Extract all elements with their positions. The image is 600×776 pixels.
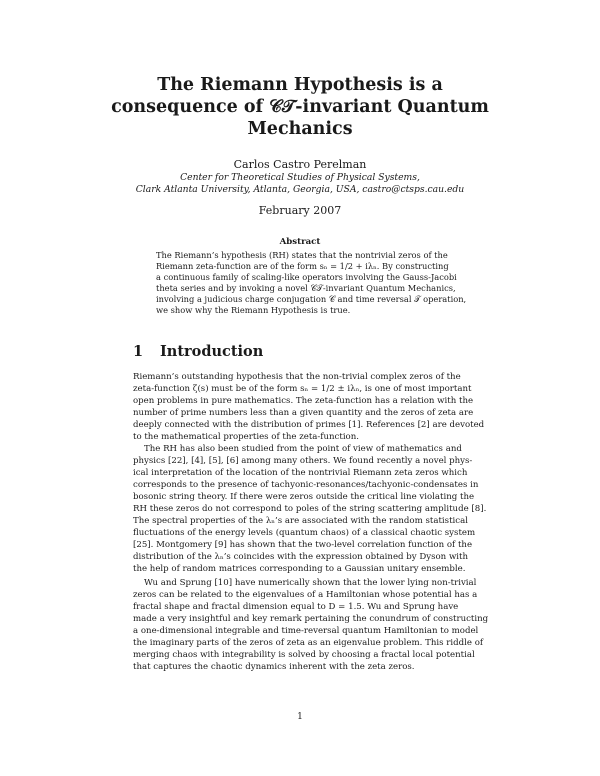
abstract-line: theta series and by invoking a novel 𝒞𝒯-invariant Quantum Mechanics, — [156, 283, 456, 293]
abstract-line: Riemann zeta-function are of the form sₙ = 1/2 + iλₙ. By constructing — [156, 261, 449, 271]
paragraph-3-line: a one-dimensional integrable and time-reversal quantum Hamiltonian to model — [133, 626, 479, 636]
paragraph-2-line: corresponds to the presence of tachyonic-resonances/tachyonic-condensates in — [133, 480, 479, 490]
abstract-line: a continuous family of scaling-like operators involving the Gauss-Jacobi — [156, 272, 457, 282]
paragraph-1-line: zeta-function ζ(s) must be of the form sₙ = 1/2 ± iλₙ, is one of most important — [133, 384, 472, 394]
paragraph-1-line: open problems in pure mathematics. The zeta-function has a relation with the — [133, 396, 474, 406]
paragraph-1-line: to the mathematical properties of the zeta-function. — [133, 432, 360, 442]
paragraph-3-line: merging chaos with integrability is solved by choosing a fractal local potential — [133, 650, 475, 660]
affiliation-line-2: Clark Atlanta University, Atlanta, Georgia, USA, castro@ctsps.cau.edu — [135, 184, 465, 195]
author-name: Carlos Castro Perelman — [233, 158, 367, 171]
section-heading — [133, 343, 263, 360]
paragraph-3-line: zeros can be related to the eigenvalues of a Hamiltonian whose potential has a — [133, 590, 478, 600]
paragraph-2-line: fluctuations of the energy levels (quantum chaos) of a classical chaotic system — [133, 528, 476, 538]
paragraph-2-line: [25]. Montgomery [9] has shown that the two-level correlation function of the — [133, 540, 473, 550]
paragraph-3-line: that captures the chaotic dynamics inherent with the zeta zeros. — [133, 662, 415, 672]
title-line-2: consequence of 𝒞𝒯-invariant Quantum — [111, 97, 489, 117]
title-line-3: Mechanics — [247, 119, 353, 139]
paragraph-2-line: physics [22], [4], [5], [6] among many others. We found recently a novel phys- — [133, 456, 473, 466]
paragraph-2-line: distribution of the λₙ’s coincides with the expression obtained by Dyson with — [133, 552, 469, 562]
paragraph-3-line: made a very insightful and key remark pertaining the conundrum of constructing — [133, 614, 489, 624]
paragraph-2-line: ical interpretation of the location of the nontrivial Riemann zeta zeros which — [133, 468, 468, 478]
title-line-1: The Riemann Hypothesis is a — [157, 75, 443, 95]
abstract-line: involving a judicious charge conjugation 𝒞 and time reversal 𝒯 operation, — [156, 294, 467, 304]
paragraph-3-line: the imaginary parts of the zeros of zeta as an eigenvalue problem. This riddle of — [133, 638, 484, 648]
paragraph-3-line: Wu and Sprung [10] have numerically shown that the lower lying non-trivial — [144, 578, 477, 588]
paragraph-1-line: deeply connected with the distribution of primes [1]. References [2] are devoted — [133, 420, 485, 430]
abstract-line: The Riemann’s hypothesis (RH) states that the nontrivial zeros of the — [156, 250, 448, 260]
paragraph-1-line: Riemann’s outstanding hypothesis that the non-trivial complex zeros of the — [133, 372, 461, 382]
paragraph-3-line: fractal shape and fractal dimension equal to D = 1.5. Wu and Sprung have — [133, 602, 459, 612]
section-number: 1 — [133, 343, 144, 360]
page-number: 1 — [297, 712, 303, 722]
paragraph-2-line: bosonic string theory. If there were zeros outside the critical line violating the — [133, 492, 475, 502]
paragraph-2-line: the help of random matrices corresponding to a Gaussian unitary ensemble. — [133, 564, 466, 574]
abstract-line: we show why the Riemann Hypothesis is true. — [156, 305, 351, 315]
section-title: Introduction — [160, 343, 264, 360]
paragraph-1-line: number of prime numbers less than a given quantity and the zeros of zeta are — [133, 408, 474, 418]
affiliation-line-1: Center for Theoretical Studies of Physical Systems, — [180, 172, 420, 183]
paragraph-2-line: The RH has also been studied from the point of view of mathematics and — [144, 444, 462, 454]
abstract-heading: Abstract — [279, 237, 321, 247]
paragraph-2-line: The spectral properties of the λₙ’s are associated with the random statistical — [133, 516, 468, 526]
paragraph-2-line: RH these zeros do not correspond to poles of the string scattering amplitude [8]. — [133, 504, 487, 514]
date: February 2007 — [258, 204, 342, 217]
